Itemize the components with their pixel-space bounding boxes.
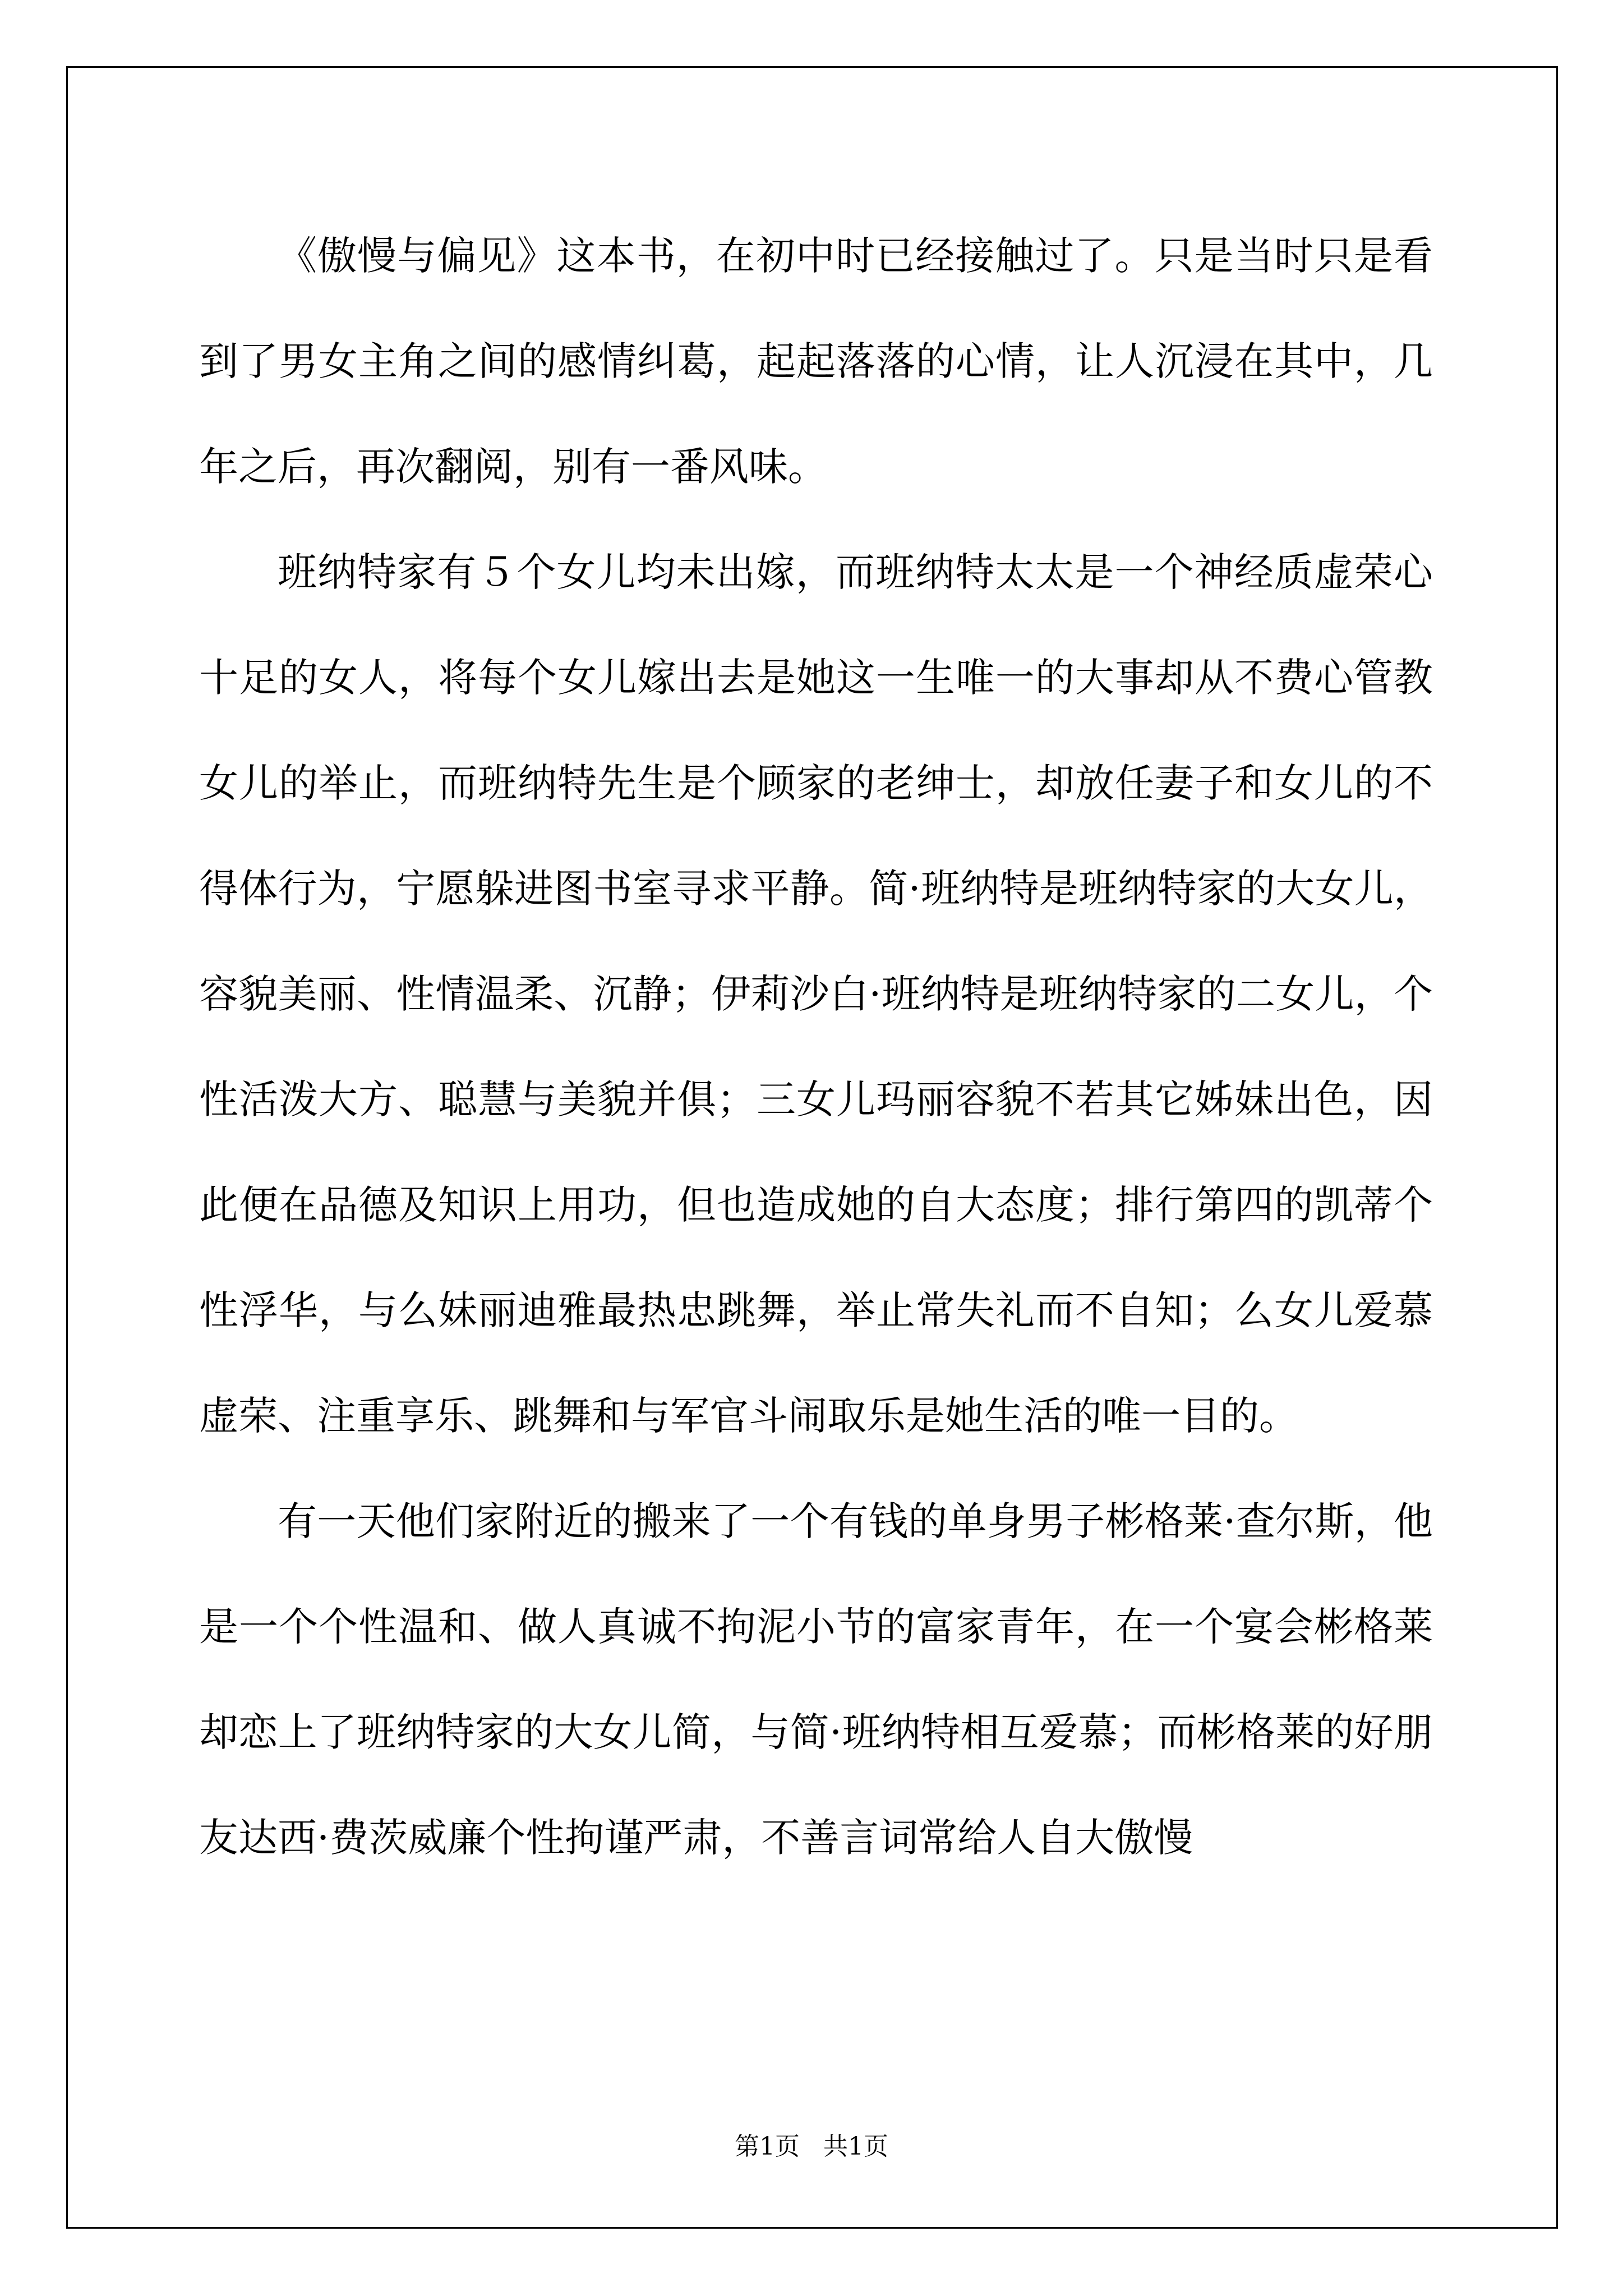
paragraph-3: 有一天他们家附近的搬来了一个有钱的单身男子彬格莱·查尔斯，他是一个个性温和、做人真诚不拘泥小节的富家青年，在一个宴会彬格莱却恋上了班纳特家的大女儿简，与简·班纳特相互爱慕；而彬格莱的好朋友达西·费茨威廉个性拘谨严肃，不善言词常给人自大傲慢: [199, 1498, 1433, 1861]
document-body: [199, 203, 1433, 1890]
paragraph-2: 班纳特家有５个女儿均未出嫁，而班纳特太太是一个神经质虚荣心十足的女人，将每个女儿嫁出去是她这一生唯一的大事却从不费心管教女儿的举止，而班纳特先生是个顾家的老绅士，却放任妻子和女儿的不得体行为，宁愿躲进图书室寻求平静。简·班纳特是班纳特家的大女儿，容貌美丽、性情温柔、沉静；伊莉沙白·班纳特是班纳特家的二女儿，个性活泼大方、聪慧与美貌并俱；三女儿玛丽容貌不若其它姊妹出色，因此便在品德及知识上用功，但也造成她的自大态度；排行第四的凯蒂个性浮华，与么妹丽迪雅最热忠跳舞，举止常失礼而不自知；么女儿爱慕虚荣、注重享乐、跳舞和与军官斗闹取乐是她生活的唯一目的。: [199, 549, 1433, 1439]
page-footer: 第1页 共1页: [735, 2132, 888, 2161]
paragraph-1: 《傲慢与偏见》这本书，在初中时已经接触过了。只是当时只是看到了男女主角之间的感情纠葛，起起落落的心情，让人沉浸在其中，几年之后，再次翻阅，别有一番风味。: [199, 233, 1433, 490]
